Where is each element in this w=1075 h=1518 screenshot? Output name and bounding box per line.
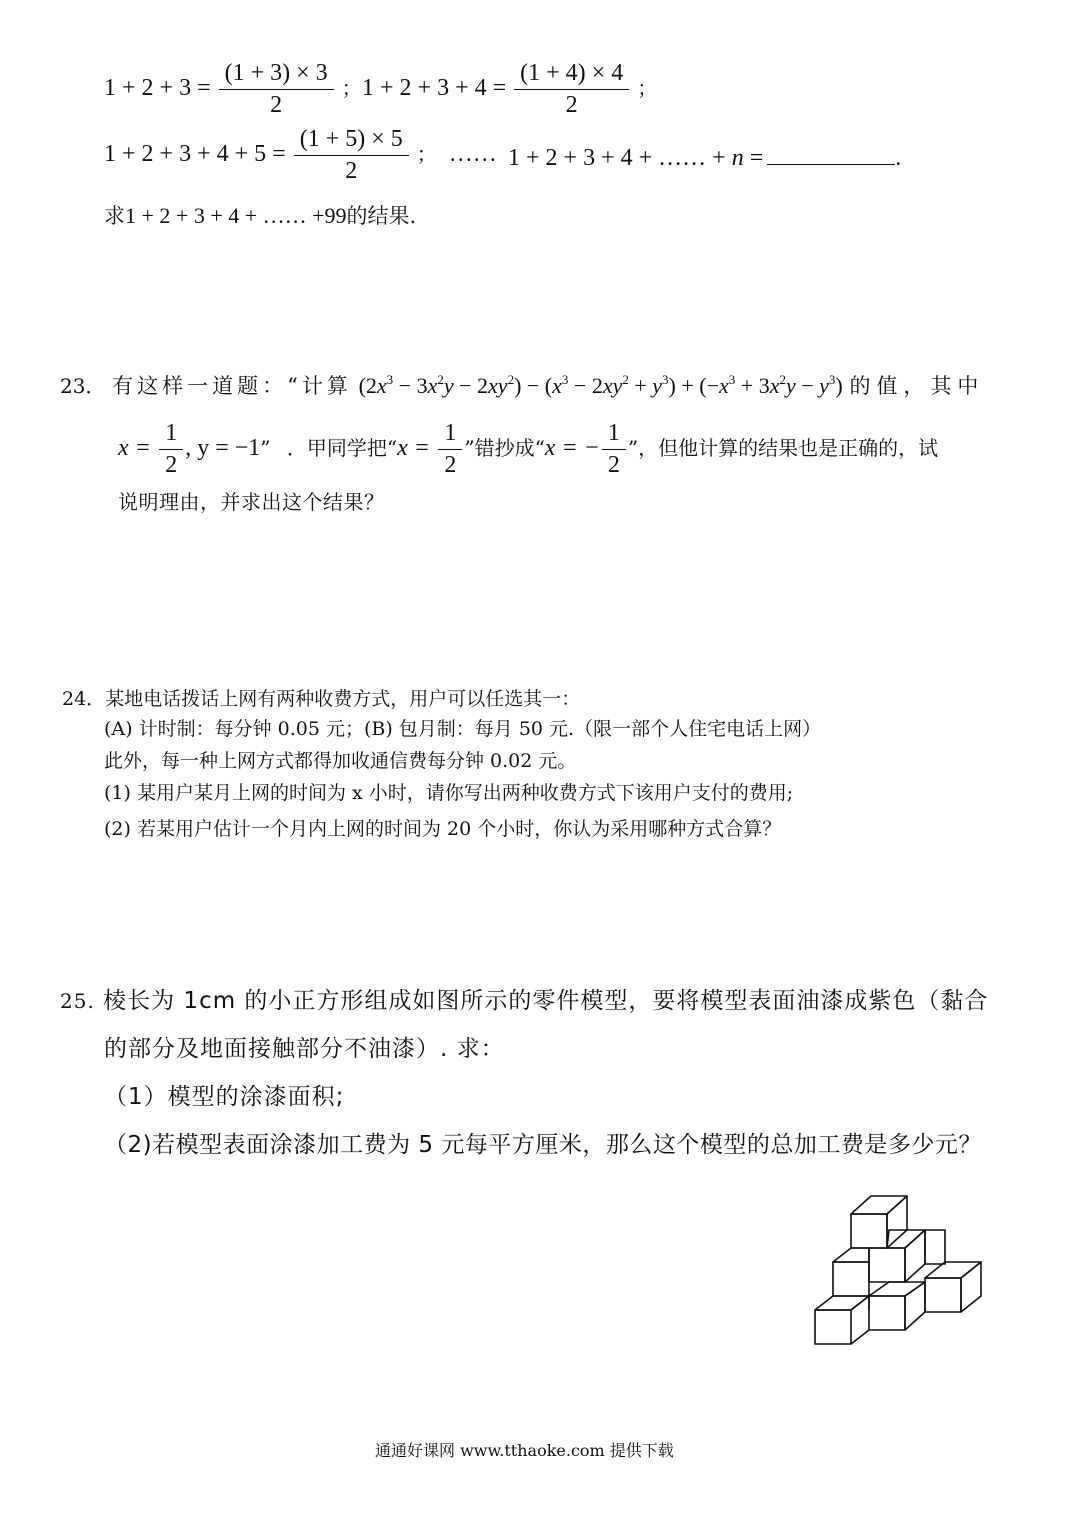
- ellipsis: ……: [448, 141, 497, 168]
- separator: ；: [341, 78, 362, 101]
- q23-number: 23．: [60, 374, 106, 398]
- q22-question: [104, 200, 416, 230]
- eq1-denominator: 2: [270, 92, 283, 118]
- q24-number: 24．: [62, 688, 106, 710]
- x-eq: x =: [397, 435, 430, 461]
- eq3-fraction: [294, 126, 409, 185]
- text-a: ．甲同学把“: [286, 436, 398, 460]
- eq3-numerator: (1 + 5) × 5: [294, 126, 409, 156]
- q23-line-2: [118, 420, 938, 479]
- q22-equation-row-2: [104, 126, 497, 185]
- eq2-left: 1 + 2 + 3 + 4 =: [362, 75, 507, 102]
- q23-intro: 有这样一道题：“计算: [112, 374, 352, 398]
- q24-line-5: (2) 若某用户估计一个月内上网的时间为 20 个小时，你认为采用哪种方式合算？: [104, 818, 782, 840]
- eq2-denominator: 2: [565, 92, 578, 118]
- q23-line-1: [60, 370, 984, 400]
- cond-x: x =: [118, 435, 151, 461]
- cube-top-lid: [851, 1196, 907, 1214]
- ask-prefix: 求: [104, 204, 125, 228]
- q24-line-2: (A) 计时制：每分钟 0.05 元；(B) 包月制：每月 50 元.（限一部个人住宅电话上网）: [104, 718, 822, 740]
- q25-line-3: （1）模型的涂漆面积;: [104, 1084, 345, 1110]
- half-fraction-3: $\frac{1}{2}$: [602, 420, 626, 479]
- q24-line-3: 此外，每一种上网方式都得加收通信费每分钟 0.02 元。: [104, 750, 577, 772]
- cube-top-side: [887, 1196, 907, 1248]
- ask-expression: 1 + 2 + 3 + 4 + …… +99: [125, 203, 347, 228]
- ask-suffix: 的结果.: [346, 204, 417, 228]
- q22-equation-row-1b: [362, 60, 663, 119]
- q23-line-3: 说明理由，并求出这个结果？: [118, 490, 385, 514]
- eq1-numerator: (1 + 3) × 3: [219, 60, 334, 90]
- period: .: [895, 145, 902, 171]
- q22-general-formula: [508, 144, 901, 172]
- quote-close: ”: [260, 436, 271, 460]
- half-fraction-2: $\frac{1}{2}$: [438, 420, 462, 479]
- eq2-numerator: (1 + 4) × 4: [514, 60, 629, 90]
- answer-blank: [767, 144, 895, 165]
- q25-number: 25.: [60, 989, 95, 1013]
- q23-expression: $(2x^3 - 3x^2y - 2xy^2) - (x^3 - 2xy^2 + y^3) + (-x^3 + 3x^2y - y^3)$: [358, 372, 843, 398]
- text-c: ”，但他计算的结果也是正确的，试: [627, 436, 939, 460]
- eq2-fraction: [514, 60, 629, 119]
- eq1-fraction: [219, 60, 334, 119]
- q24-text-1: 某地电话拨话上网有两种收费方式，用户可以任选其一：: [105, 688, 581, 710]
- q25-line-4: （2)若模型表面涂漆加工费为 5 元每平方厘米，那么这个模型的总加工费是多少元？: [104, 1132, 982, 1158]
- general-equals: =: [749, 145, 764, 171]
- q23-line1-tail: 的值，其中: [849, 374, 985, 398]
- text-b: ”错抄成“: [464, 436, 545, 460]
- general-left: 1 + 2 + 3 + 4 + …… +: [508, 145, 726, 171]
- q22-equation-row-1: [104, 60, 368, 119]
- cube-top-front: [851, 1214, 887, 1248]
- q25-text-1: 棱长为 1cm 的小正方形组成如图所示的零件模型，要将模型表面油漆成紫色（黏合: [103, 988, 989, 1014]
- footer-text: 通通好课网 www.tthaoke.com 提供下载: [375, 1441, 674, 1460]
- q24-line-1: [62, 684, 580, 711]
- separator: ；: [416, 144, 437, 167]
- q25-line-2: 的部分及地面接触部分不油漆）. 求：: [104, 1036, 505, 1062]
- x-eq-neg: x = −: [544, 435, 600, 461]
- eq1-left: 1 + 2 + 3 =: [104, 75, 211, 102]
- cube-model-figure: [805, 1186, 1005, 1346]
- q24-line-4: (1) 某用户某月上网的时间为 x 小时，请你写出两种收费方式下该用户支付的费用;: [104, 782, 794, 804]
- half-fraction: $\frac{1}{2}$: [159, 420, 183, 479]
- q25-line-1: [60, 982, 988, 1015]
- eq3-denominator: 2: [345, 158, 358, 184]
- variable-n: n: [731, 145, 744, 171]
- separator: ；: [637, 78, 658, 101]
- cond-y: , y = −1: [185, 435, 261, 461]
- eq3-left: 1 + 2 + 3 + 4 + 5 =: [104, 141, 286, 168]
